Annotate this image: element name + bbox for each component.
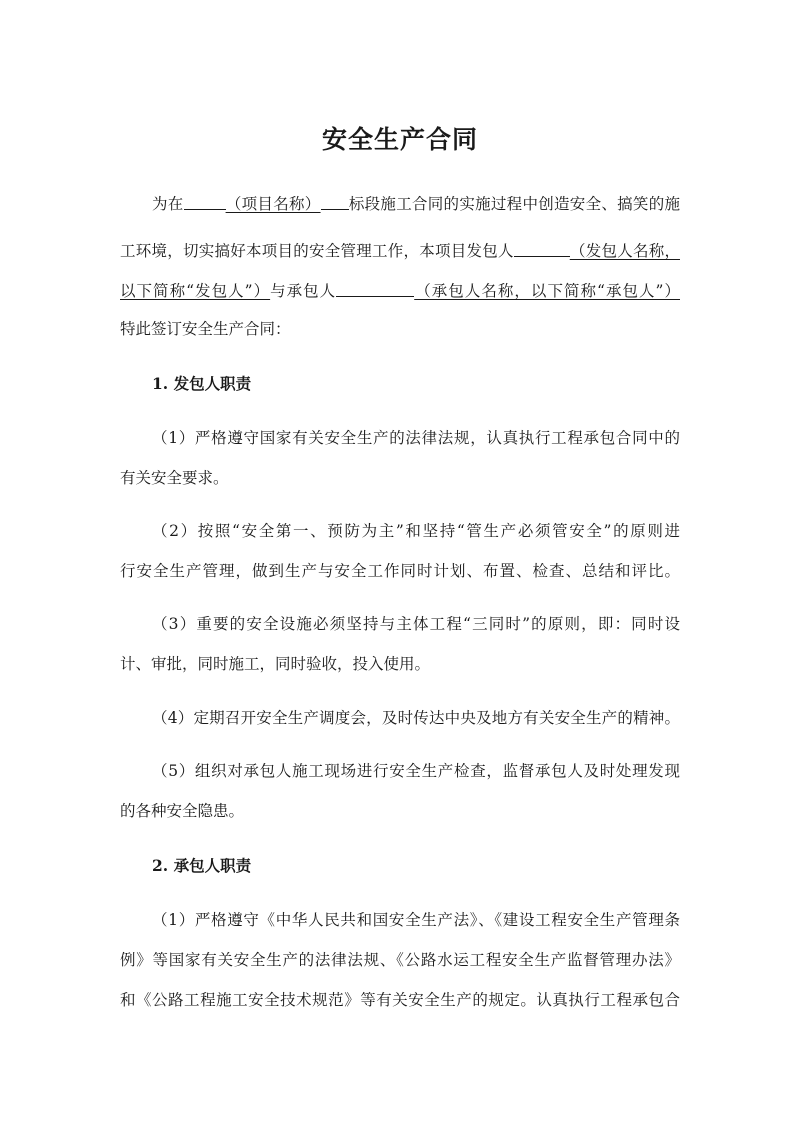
blank-underline: [321, 192, 349, 210]
clause-line: （2）按照“安全第一、预防为主”和坚持“管生产必须管安全”的原则进: [152, 522, 680, 540]
section-heading-employer: 1. 发包人职责: [152, 374, 252, 393]
clause-line: 的各种安全隐患。: [120, 802, 245, 820]
intro-text: 工环境，切实搞好本项目的安全管理工作，本项目发包人: [120, 242, 514, 260]
intro-line-1: [152, 192, 680, 216]
blank-underline: [514, 239, 570, 257]
clause-line: 例》等国家有关安全生产的法律法规、《公路水运工程安全生产监督管理办法》: [120, 951, 680, 969]
clause-line: （5）组织对承包人施工现场进行安全生产检查，监督承包人及时处理发现: [152, 762, 680, 780]
intro-line-3: [120, 279, 680, 303]
clause-line: 行安全生产管理，做到生产与安全工作同时计划、布置、检查、总结和评比。: [120, 562, 680, 580]
contractor-name-placeholder: （承包人名称，以下简称“承包人”）: [414, 282, 680, 300]
intro-text: 为在: [152, 195, 184, 213]
employer-name-placeholder: （发包人名称，: [569, 242, 680, 260]
blank-underline: [184, 192, 226, 210]
clause-line: （4）定期召开安全生产调度会，及时传达中央及地方有关安全生产的精神。: [152, 709, 680, 727]
employer-abbrev: 以下简称“发包人”）: [120, 282, 271, 300]
document-title: 安全生产合同: [321, 125, 478, 154]
intro-line-4: 特此签订安全生产合同：: [120, 320, 291, 338]
clause-line: 和《公路工程施工安全技术规范》等有关安全生产的规定。认真执行工程承包合: [120, 991, 680, 1009]
clause-line: （1）严格遵守国家有关安全生产的法律法规，认真执行工程承包合同中的: [152, 429, 680, 447]
section-heading-contractor: 2. 承包人职责: [152, 856, 252, 875]
clause-line: （1）严格遵守《中华人民共和国安全生产法》、《建设工程安全生产管理条: [152, 911, 680, 929]
clause-line: （3）重要的安全设施必须坚持与主体工程“三同时”的原则，即：同时设: [152, 615, 680, 633]
intro-text: 标段施工合同的实施过程中创造安全、搞笑的施: [348, 195, 680, 213]
blank-underline: [336, 279, 414, 297]
clause-line: 有关安全要求。: [120, 469, 229, 487]
intro-text: 与承包人: [270, 282, 337, 300]
clause-line: 计、审批，同时施工，同时验收，投入使用。: [120, 655, 431, 673]
project-name-placeholder: （项目名称）: [225, 195, 321, 213]
intro-line-2: [120, 239, 680, 263]
